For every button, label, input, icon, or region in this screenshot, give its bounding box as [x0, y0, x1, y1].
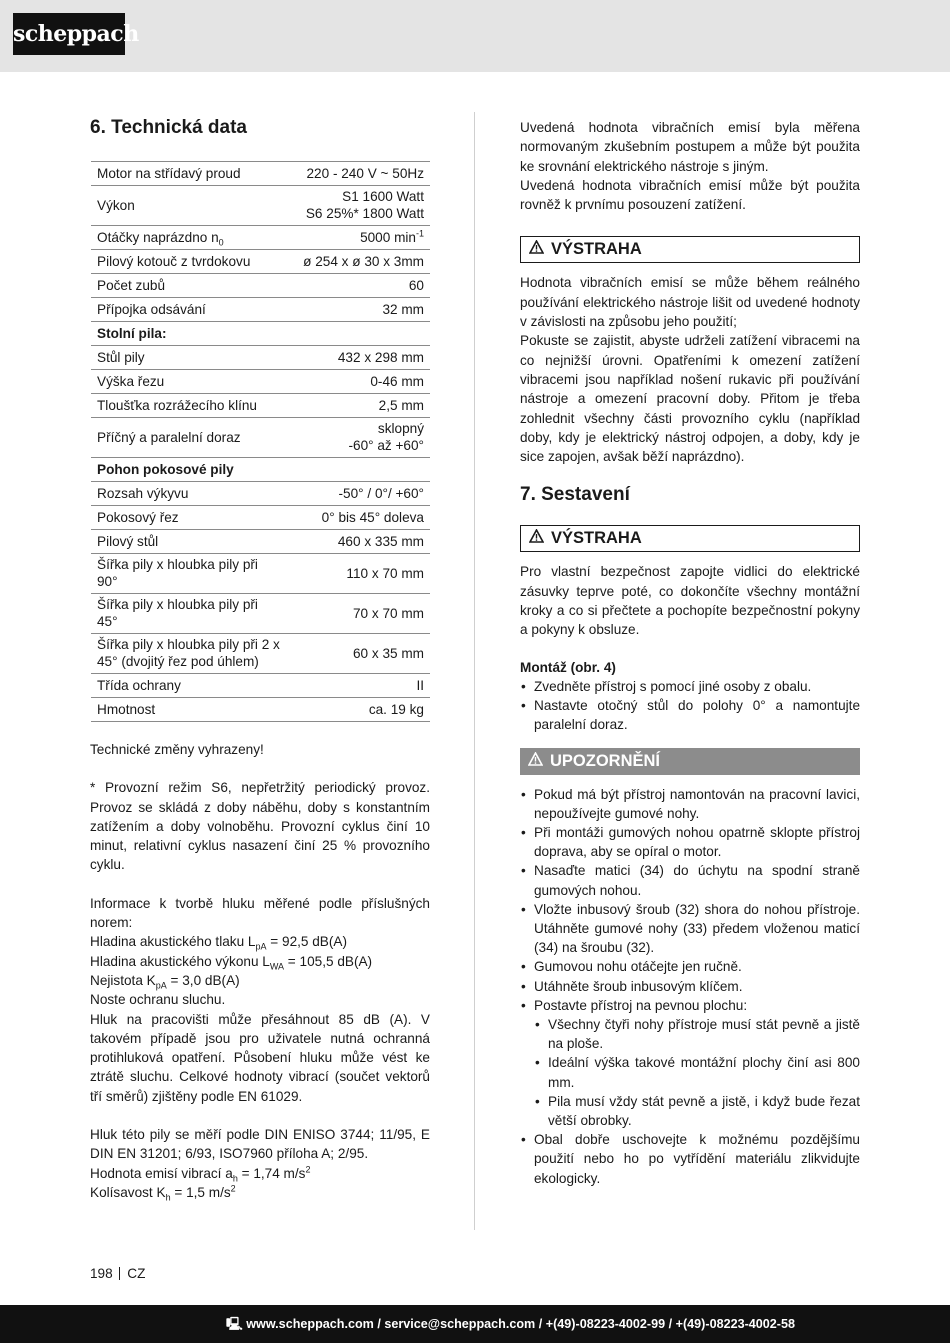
warning-text-2: Pro vlastní bezpečnost zapojte vidlici do elektrické zásuvky teprve poté, co dokončíte všechny montážní kroky a co si přečtete a pochopíte bezpečnostní pokyny a pokyny k obsluze. — [520, 564, 860, 638]
spec-row — [91, 370, 430, 394]
list-item: • Gumovou nohu otáčejte jen ručně. — [520, 957, 860, 976]
right-column — [520, 118, 860, 1188]
noise-warning: Hluk na pracovišti může přesáhnout 85 dB (A). V takovém případě jsou pro uživatele nutná ochranná protihluková opatření. Působení hluku může vést ke ztrátě sluchu. Celkové hodnoty vibrací (součet vektorů tří směrů) zjištěny podle EN 61029. — [90, 1011, 430, 1104]
spec-value: 5000 $\min^{-1}$ — [286, 226, 430, 250]
spec-value: 0-46 mm — [286, 370, 430, 394]
spec-label: Stolní pila: — [91, 322, 430, 346]
list-item: • Utáhněte šroub inbusovým klíčem. — [520, 977, 860, 996]
warning-box-2 — [520, 525, 860, 552]
notice-title: UPOZORNĚNÍ — [550, 751, 661, 770]
spec-label: Pilový stůl — [91, 530, 286, 554]
spec-label: Šířka pily x hloubka pily při 90° — [91, 554, 286, 594]
spec-row — [91, 506, 430, 530]
list-item: • Nastavte otočný stůl do polohy 0° a namontujte paralelní doraz. — [520, 696, 860, 734]
s6-note: * Provozní režim S6, nepřetržitý periodický provoz. Provoz se skládá z doby náběhu, doby s konstantním zatížením a doby volnoběhu. Provozní cyklus činí 10 minut, relativní cyklus nasazení činí 25 % provozního cyklu. — [90, 780, 430, 873]
warning-title-2: VÝSTRAHA — [551, 529, 642, 548]
noise-intro: Informace k tvorbě hluku měřené podle příslušných norem: — [90, 895, 430, 931]
spec-label: Šířka pily x hloubka pily při 45° — [91, 594, 286, 634]
spec-value: ø 254 x ø 30 x 3mm — [286, 250, 430, 274]
list-item: • Pokud má být přístroj namontován na pracovní lavici, nepoužívejte gumové nohy. — [520, 785, 860, 823]
warning-title-1: VÝSTRAHA — [551, 240, 642, 259]
spec-value: 2,5 mm — [286, 394, 430, 418]
spec-value: 110 x 70 mm — [286, 554, 430, 594]
notice-box — [520, 748, 860, 775]
list-item: • Při montáži gumových nohou opatrně sklopte přístroj doprava, aby se opíral o motor. — [520, 823, 860, 861]
spec-label: Tloušťka rozrážecího klínu — [91, 394, 286, 418]
spec-label: Stůl pily — [91, 346, 286, 370]
spec-row — [91, 274, 430, 298]
mount-heading: Montáž (obr. 4) — [520, 659, 616, 675]
sub-list — [534, 1015, 860, 1130]
spec-value: sklopný -60° až +60° — [286, 418, 430, 458]
spec-label: Hmotnost — [91, 698, 286, 722]
vibration-uncertainty: Kolísavost $K_h = 1,5$ $m/s^2$ — [90, 1183, 236, 1203]
spec-row — [91, 418, 430, 458]
spec-value: -50° / 0°/ +60° — [286, 482, 430, 506]
spec-label: Šířka pily x hloubka pily při 2 x 45° (dvojitý řez pod úhlem) — [91, 634, 286, 674]
spec-row — [91, 458, 430, 482]
spec-label: Přípojka odsávání — [91, 298, 286, 322]
spec-row — [91, 250, 430, 274]
spec-row — [91, 698, 430, 722]
spec-value: 60 — [286, 274, 430, 298]
warning-icon — [528, 748, 544, 775]
warning-icon — [529, 526, 545, 550]
spec-label: Pokosový řez — [91, 506, 286, 530]
warning-text-1b: Pokuste se zajistit, abyste udrželi zatížení vibracemi na co nejnižší úrovni. Opatřeními k omezení zatížení vibracemi jsou například nošení rukavic při používání nástroje a omezení pracovní doby. Přitom je třeba zohlednit všechny části provozního cyklu (například doby, kdy je elektrický nástroj odpojen, a doby, kdy je sice zapojen, avšak běží naprázdno). — [520, 333, 860, 465]
spec-label: Příčný a paralelní doraz — [91, 418, 286, 458]
spec-value: 0° bis 45° doleva — [286, 506, 430, 530]
spec-row — [91, 162, 430, 186]
section-title-assembly: 7. Sestavení — [520, 484, 630, 506]
spec-row — [91, 186, 430, 226]
spec-value: 220 - 240 V ~ 50Hz — [286, 162, 430, 186]
list-item: • Postavte přístroj na pevnou plochu: • Všechny čtyři nohy přístroje musí stát pevně a jistě na ploše. • Ideální výška takové montážní plochy činí asi 800 mm. • Pila musí vždy stát pevně a jistě, i když bude řezat větší obrobky. — [520, 996, 860, 1130]
notice-list — [520, 785, 860, 1188]
measure-note: Hluk této pily se měří podle DIN ENISO 3744; 11/95, E DIN EN 31201; 6/93, ISO7960 příloha A; 2/95. — [90, 1127, 430, 1162]
warning-box-1 — [520, 236, 860, 263]
spec-row — [91, 530, 430, 554]
column-divider — [474, 112, 475, 1230]
spec-value: 460 x 335 mm — [286, 530, 430, 554]
noise-pressure: Hladina akustického tlaku $L_{pA} = 92,5$ dB(A) — [90, 934, 347, 953]
mount-steps — [520, 677, 860, 735]
spec-row — [91, 322, 430, 346]
sub-list-item: • Pila musí vždy stát pevně a jistě, i když bude řezat větší obrobky. — [534, 1092, 860, 1130]
noise-power: Hladina akustického výkonu $L_{WA} = 105,5$ dB(A) — [90, 953, 373, 972]
vibration-info-2: Uvedená hodnota vibračních emisí může být použita rovněž k prvnímu posouzení zatížení. — [520, 177, 860, 213]
spec-row — [91, 482, 430, 506]
spec-label: Rozsah výkyvu — [91, 482, 286, 506]
vibration-info: Uvedená hodnota vibračních emisí byla měřena normovaným zkušebním postupem a může být použita ke srovnání elektrického nástroje s jiným. — [520, 120, 860, 174]
computer-icon: 🖳︎ — [225, 1317, 243, 1331]
spec-label: Výška řezu — [91, 370, 286, 394]
spec-value: S1 1600 Watt S6 25%* 1800 Watt — [286, 186, 430, 226]
spec-label: Pohon pokosové pily — [91, 458, 430, 482]
spec-value: 432 x 298 mm — [286, 346, 430, 370]
list-item: • Vložte inbusový šroub (32) shora do nohou přístroje. Utáhněte gumové nohy (33) předem vloženou maticí (34) na šroubu (32). — [520, 900, 860, 958]
spec-value: 32 mm — [286, 298, 430, 322]
changes-note: Technické změny vyhrazeny! — [90, 742, 264, 757]
spec-value: 70 x 70 mm — [286, 594, 430, 634]
spec-label: Motor na střídavý proud — [91, 162, 286, 186]
vibration-value: Hodnota emisí vibrací $a_h = 1,74$ $m/s^2$ — [90, 1164, 311, 1184]
list-item: • Nasaďte matici (34) do úchytu na spodní straně gumových nohou. — [520, 861, 860, 899]
sub-list-item: • Ideální výška takové montážní plochy činí asi 800 mm. — [534, 1053, 860, 1091]
brand-logo: scheppach — [13, 13, 125, 55]
footer-contact-text: www.scheppach.com / service@scheppach.com / +(49)-08223-4002-99 / +(49)-08223-4002-58 — [246, 1317, 795, 1331]
hearing-protection: Noste ochranu sluchu. — [90, 992, 226, 1008]
spec-row — [91, 594, 430, 634]
spec-row — [91, 346, 430, 370]
spec-label: Otáčky naprázdno $n_0$ — [91, 226, 286, 250]
spec-value: ca. 19 kg — [286, 698, 430, 722]
noise-uncertainty: Nejistota $K_{pA} = 3,0$ dB(A) — [90, 972, 240, 991]
header-bar — [0, 0, 950, 72]
spec-label: Počet zubů — [91, 274, 286, 298]
spec-row — [91, 674, 430, 698]
page-number: 198 CZ — [90, 1266, 146, 1281]
spec-label: Pilový kotouč z tvrdokovu — [91, 250, 286, 274]
section-title-technical-data: 6. Technická data — [90, 117, 247, 138]
spec-value: II — [286, 674, 430, 698]
spec-row — [91, 298, 430, 322]
spec-label: Výkon — [91, 186, 286, 226]
spec-table — [91, 161, 430, 722]
warning-text-1: Hodnota vibračních emisí se může během reálného používání elektrického nástroje lišit od uvedené hodnoty v závislosti na způsobu jeho použití; — [520, 275, 860, 330]
warning-icon — [529, 237, 545, 261]
footer-bar — [0, 1305, 950, 1343]
spec-value: 60 x 35 mm — [286, 634, 430, 674]
spec-label: Třída ochrany — [91, 674, 286, 698]
left-column — [90, 112, 430, 1202]
sub-list-item: • Všechny čtyři nohy přístroje musí stát pevně a jistě na ploše. — [534, 1015, 860, 1053]
list-item: • Zvedněte přístroj s pomocí jiné osoby z obalu. — [520, 677, 860, 696]
list-item: • Obal dobře uschovejte k možnému pozdějšímu použití nebo ho po vytřídění materiálu zlikvidujte ekologicky. — [520, 1130, 860, 1188]
spec-row — [91, 634, 430, 674]
spec-row — [91, 554, 430, 594]
spec-row — [91, 226, 430, 250]
spec-row — [91, 394, 430, 418]
footer-contact — [226, 1305, 795, 1343]
